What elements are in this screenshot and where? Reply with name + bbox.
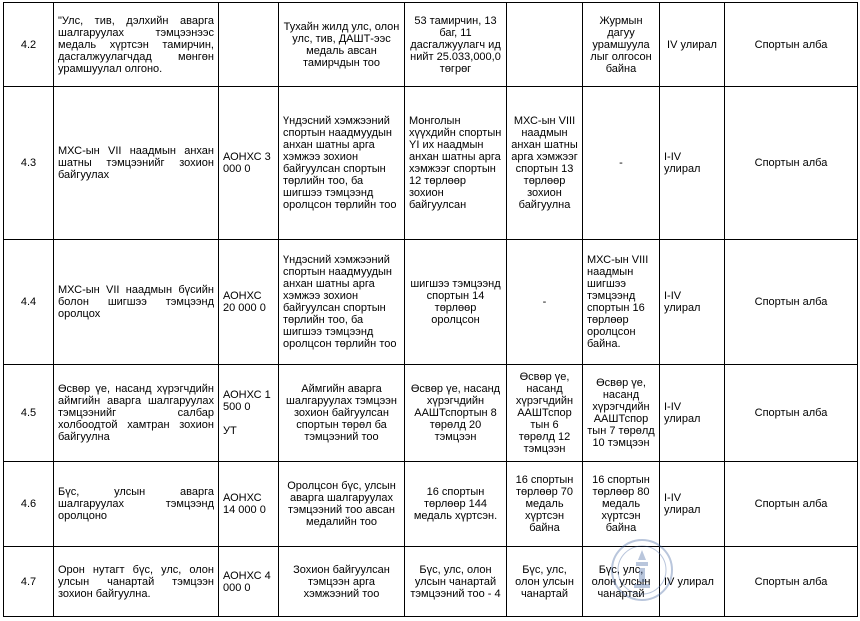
funding-cell: АОНХС 4 000 0	[219, 547, 279, 617]
owner-cell: Спортын алба	[725, 3, 858, 87]
baseline-cell: Өсвөр үе, насанд хүрэгчдийн ААШТспортын 8 төрөлд 20 тэмцээн	[405, 365, 507, 462]
funding-source: УТ	[223, 425, 237, 437]
owner-cell: Спортын алба	[725, 240, 858, 365]
target-2-cell: -	[583, 87, 660, 240]
phase-cell: I-IV улирал	[660, 240, 725, 365]
target-2-cell: МХС-ын VIII наадмын шигшээ тэмцээнд спортын 16 төрлөөр оролцсон байна.	[583, 240, 660, 365]
activity-cell: МХС-ын VII наадмын анхан шатны тэмцээнийг зохион байгуулах	[54, 87, 219, 240]
target-1-cell: 16 спортын төрлөөр 70 медаль хүртсэн байна	[507, 462, 583, 547]
target-1-cell: МХС-ын VIII наадмын анхан шатны арга хэмжээг спортын 13 төрлөөр зохион байгуулна	[507, 87, 583, 240]
funding-cell: АОНХС 14 000 0	[219, 462, 279, 547]
table-row	[4, 365, 858, 462]
baseline-cell: шигшээ тэмцээнд спортын 14 төрлөөр оролцсон	[405, 240, 507, 365]
row-number: 4.3	[4, 87, 54, 240]
activity-cell: Орон нутагт бүс, улс, олон улсын чанартай тэмцээн зохион байгуулна.	[54, 547, 219, 617]
indicator-cell: Зохион байгуулсан тэмцээн арга хэмжээний тоо	[279, 547, 405, 617]
target-2-cell: Журмын дагуу урамшуула лыг олгосон байна	[583, 3, 660, 87]
table-row	[4, 462, 858, 547]
owner-cell: Спортын алба	[725, 365, 858, 462]
target-1-cell: Өсвөр үе, насанд хүрэгчдийн ААШТспор тын 6 төрөлд 12 тэмцээн	[507, 365, 583, 462]
baseline-cell: 53 тамирчин, 13 баг, 11 дасгалжуулагч ид нийт 25.033,000,0 төгрөг	[405, 3, 507, 87]
phase-cell: I-IV улирал	[660, 365, 725, 462]
plan-table	[3, 2, 858, 617]
target-1-cell: Бүс, улс, олон улсын чанартай	[507, 547, 583, 617]
row-number: 4.6	[4, 462, 54, 547]
table-row	[4, 240, 858, 365]
table-row	[4, 87, 858, 240]
baseline-cell: Монголын хүүхдийн спортын YI их наадмын анхан шатны арга хэмжээг спортын 12 төрлөөр зохион байгуулсан	[405, 87, 507, 240]
funding-cell: АОНХС 20 000 0	[219, 240, 279, 365]
activity-cell: Өсвөр үе, насанд хүрэгчдийн аймгийн аварга шалгаруулах тэмцээнийг салбар холбоодтой хамтран зохион байгуулна	[54, 365, 219, 462]
phase-cell: I-IV улирал	[660, 87, 725, 240]
activity-cell: "Улс, тив, дэлхийн аварга шалгаруулах тэмцээнээс медаль хүртсэн тамирчин, дасгалжуулагчдад мөнгөн урамшуулал олгоно.	[54, 3, 219, 87]
funding-amount: АОНХС 1 500 0	[223, 389, 271, 413]
owner-cell: Спортын алба	[725, 462, 858, 547]
target-2-cell: Бүс, улс, олон улсын чанартай	[583, 547, 660, 617]
activity-cell: МХС-ын VII наадмын бүсийн болон шигшээ тэмцээнд оролцох	[54, 240, 219, 365]
target-2-cell: 16 спортын төрлөөр 80 медаль хүртсэн байна	[583, 462, 660, 547]
phase-cell: IV улирал	[660, 547, 725, 617]
funding-cell	[219, 365, 279, 462]
phase-cell: I-IV улирал	[660, 462, 725, 547]
indicator-cell: Оролцсон бүс, улсын аварга шалгаруулах тэмцээний тоо авсан медалийн тоо	[279, 462, 405, 547]
funding-cell: АОНХС 3 000 0	[219, 87, 279, 240]
row-number: 4.7	[4, 547, 54, 617]
owner-cell: Спортын алба	[725, 87, 858, 240]
indicator-cell: Тухайн жилд улс, олон улс, тив, ДАШТ-ээс медаль авсан тамирчдын тоо	[279, 3, 405, 87]
baseline-cell: 16 спортын төрлөөр 144 медаль хүртсэн.	[405, 462, 507, 547]
row-number: 4.5	[4, 365, 54, 462]
row-number: 4.2	[4, 3, 54, 87]
activity-cell: Бүс, улсын аварга шалгаруулах тэмцээнд оролцоно	[54, 462, 219, 547]
target-2-cell: Өсвөр үе, насанд хүрэгчдийн ААШТспор тын 7 төрөлд 10 тэмцээн	[583, 365, 660, 462]
indicator-cell: Аймгийн аварга шалгаруулах тэмцээн зохион байгуулсан спортын төрөл ба тэмцээний тоо	[279, 365, 405, 462]
table-row	[4, 547, 858, 617]
target-1-cell	[507, 3, 583, 87]
indicator-cell: Үндэсний хэмжээний спортын наадмуудын анхан шатны арга хэмжээ зохион байгуулсан спортын төрлийн тоо, ба шигшээ тэмцээнд оролцсон төрлийн тоо	[279, 240, 405, 365]
row-number: 4.4	[4, 240, 54, 365]
phase-cell: IV улирал	[660, 3, 725, 87]
indicator-cell: Үндэсний хэмжээний спортын наадмуудын анхан шатны арга хэмжээ зохион байгуулсан спортын төрлийн тоо, ба шигшээ тэмцээнд оролцсон төрлийн тоо	[279, 87, 405, 240]
owner-cell: Спортын алба	[725, 547, 858, 617]
funding-cell	[219, 3, 279, 87]
baseline-cell: Бүс, улс, олон улсын чанартай тэмцээний тоо - 4	[405, 547, 507, 617]
table-row	[4, 3, 858, 87]
target-1-cell: -	[507, 240, 583, 365]
